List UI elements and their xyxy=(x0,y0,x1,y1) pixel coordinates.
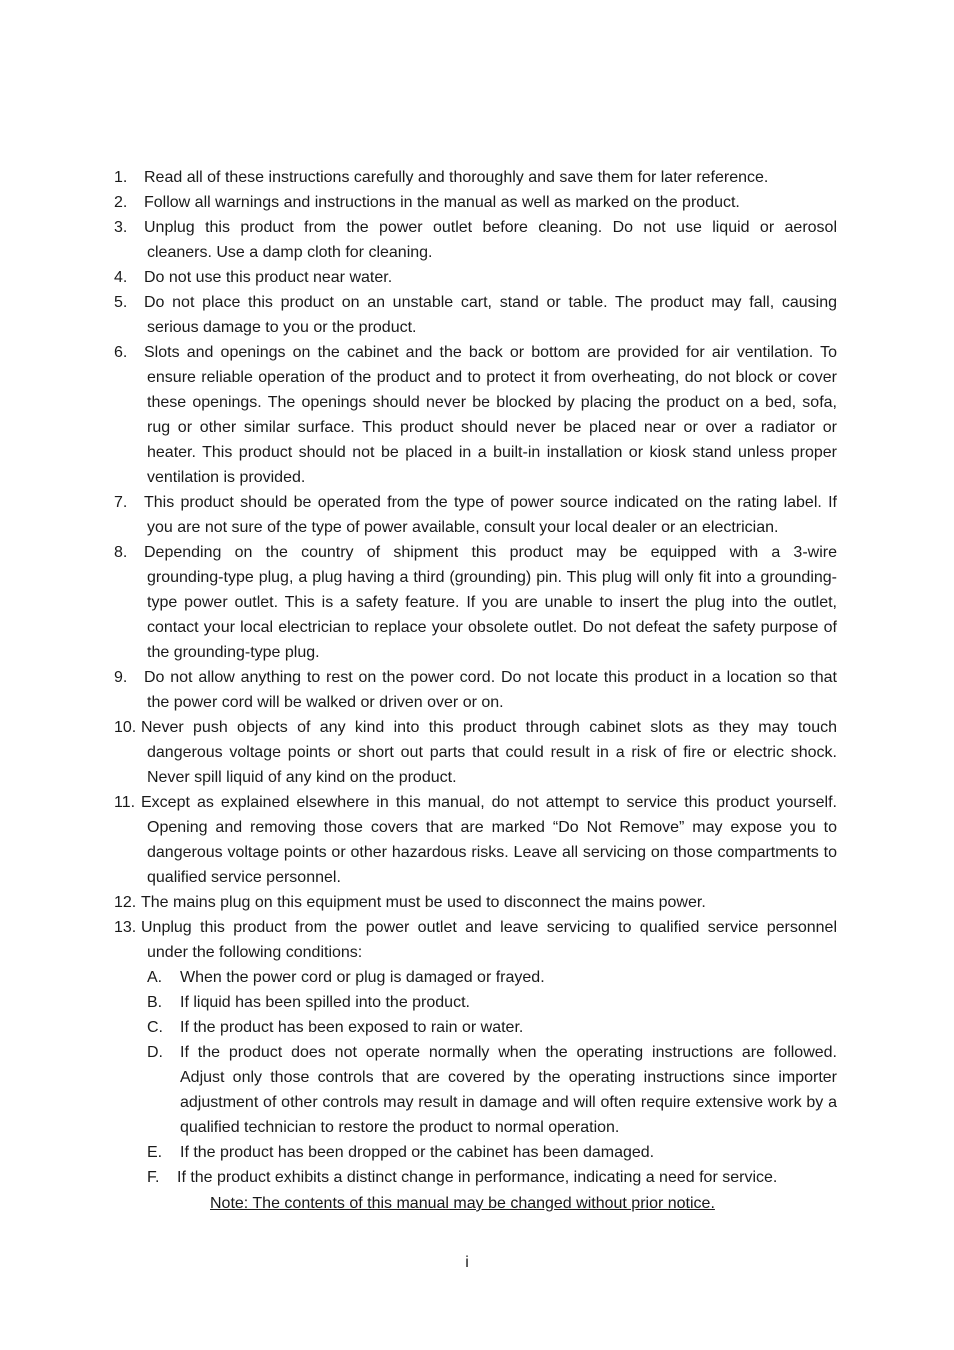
change-notice: Note: The contents of this manual may be changed without prior notice. xyxy=(210,1195,715,1212)
list-item xyxy=(114,715,837,790)
item-text: Do not allow anything to rest on the power cord. Do not locate this product in a location so that xyxy=(144,669,837,686)
item-number: 3. xyxy=(114,219,128,236)
sub-item-letter: F. xyxy=(147,1169,160,1186)
sub-item-letter: D. xyxy=(147,1044,163,1061)
list-item xyxy=(114,540,837,665)
item-text-continued: serious damage to you or the product. xyxy=(147,319,417,336)
list-item xyxy=(114,190,837,215)
item-text: Follow all warnings and instructions in the manual as well as marked on the product. xyxy=(144,194,740,211)
item-number: 7. xyxy=(114,494,128,511)
sub-list-item xyxy=(147,965,837,990)
item-number: 11. xyxy=(114,794,136,811)
item-number: 4. xyxy=(114,269,128,286)
sub-list-item xyxy=(147,1140,837,1165)
sub-list-item xyxy=(147,1040,837,1140)
item-text-continued: Opening and removing those covers that are marked “Do Not Remove” may expose you to dangerous voltage points or other hazardous risks. Leave all servicing on those compartments to qualified service personnel. xyxy=(147,819,837,886)
sub-item-text: If the product has been dropped or the cabinet has been damaged. xyxy=(180,1144,655,1161)
sub-item-text-continued: Adjust only those controls that are covered by the operating instructions since importer adjustment of other controls may result in damage and will often require extensive work by a qualified technician to restore the product to normal operation. xyxy=(180,1069,837,1136)
sub-list-item xyxy=(147,1165,837,1190)
item-text-continued: you are not sure of the type of power available, consult your local dealer or an electrician. xyxy=(147,519,779,536)
item-text: Except as explained elsewhere in this manual, do not attempt to service this product yourself. xyxy=(141,794,837,811)
item-text: Do not place this product on an unstable cart, stand or table. The product may fall, causing xyxy=(144,294,837,311)
item-number: 13. xyxy=(114,919,137,936)
sub-item-text: When the power cord or plug is damaged or frayed. xyxy=(180,969,545,986)
item-number: 1. xyxy=(114,169,128,186)
item-text-continued: dangerous voltage points or short out parts that could result in a risk of fire or electric shock. Never spill liquid of any kind on the product. xyxy=(147,744,837,786)
list-item xyxy=(114,915,837,965)
item-number: 12. xyxy=(114,894,137,911)
sub-item-letter: C. xyxy=(147,1019,163,1036)
list-item xyxy=(114,490,837,540)
item-number: 8. xyxy=(114,544,128,561)
item-number: 5. xyxy=(114,294,128,311)
list-item xyxy=(114,265,837,290)
item-number: 6. xyxy=(114,344,128,361)
sub-list-item xyxy=(147,1015,837,1040)
list-item xyxy=(114,290,837,340)
sub-list-item xyxy=(147,990,837,1015)
item-number: 2. xyxy=(114,194,128,211)
item-text: Unplug this product from the power outlet and leave servicing to qualified service personnel xyxy=(141,919,837,936)
item-text: This product should be operated from the type of power source indicated on the rating label. If xyxy=(144,494,837,511)
sub-item-letter: E. xyxy=(147,1144,163,1161)
item-text: Unplug this product from the power outlet before cleaning. Do not use liquid or aerosol xyxy=(144,219,837,236)
safety-instructions-list xyxy=(114,165,837,1190)
list-item xyxy=(114,340,837,490)
item-text: Read all of these instructions carefully and thoroughly and save them for later reference. xyxy=(144,169,769,186)
item-text-continued: ensure reliable operation of the product and to protect it from overheating, do not block or cover these openings. The openings should never be blocked by placing the product on a bed, sofa, rug or other similar surface. This product should never be placed near or over a radiator or heater. This product should not be placed in a built-in installation or kiosk stand unless proper ventilation is provided. xyxy=(147,369,837,486)
item-text: Do not use this product near water. xyxy=(144,269,393,286)
item-text: The mains plug on this equipment must be used to disconnect the mains power. xyxy=(141,894,706,911)
list-item xyxy=(114,890,837,915)
sub-item-text: If the product exhibits a distinct change in performance, indicating a need for service. xyxy=(177,1169,778,1186)
item-text: Depending on the country of shipment this product may be equipped with a 3-wire xyxy=(144,544,837,561)
sub-item-text: If the product does not operate normally when the operating instructions are followed. xyxy=(180,1044,837,1061)
list-item xyxy=(114,665,837,715)
item-text: Never push objects of any kind into this product through cabinet slots as they may touch xyxy=(141,719,837,736)
item-number: 10. xyxy=(114,719,137,736)
item-number: 9. xyxy=(114,669,128,686)
page-number: i xyxy=(465,1254,469,1271)
item-text-continued: under the following conditions: xyxy=(147,944,363,961)
item-text-continued: cleaners. Use a damp cloth for cleaning. xyxy=(147,244,433,261)
item-text-continued: grounding-type plug, a plug having a third (grounding) pin. This plug will only fit into a grounding-type power outlet. This is a safety feature. If you are unable to insert the plug into the outlet, contact your local electrician to replace your obsolete outlet. Do not defeat the safety purpose of the grounding-type plug. xyxy=(147,569,837,661)
list-item xyxy=(114,790,837,890)
sub-item-text: If the product has been exposed to rain or water. xyxy=(180,1019,524,1036)
item-text-continued: the power cord will be walked or driven over or on. xyxy=(147,694,504,711)
item-text: Slots and openings on the cabinet and the back or bottom are provided for air ventilation. To xyxy=(144,344,837,361)
list-item xyxy=(114,165,837,190)
list-item xyxy=(114,215,837,265)
sub-item-letter: B. xyxy=(147,994,163,1011)
sub-item-letter: A. xyxy=(147,969,163,986)
sub-item-text: If liquid has been spilled into the product. xyxy=(180,994,470,1011)
